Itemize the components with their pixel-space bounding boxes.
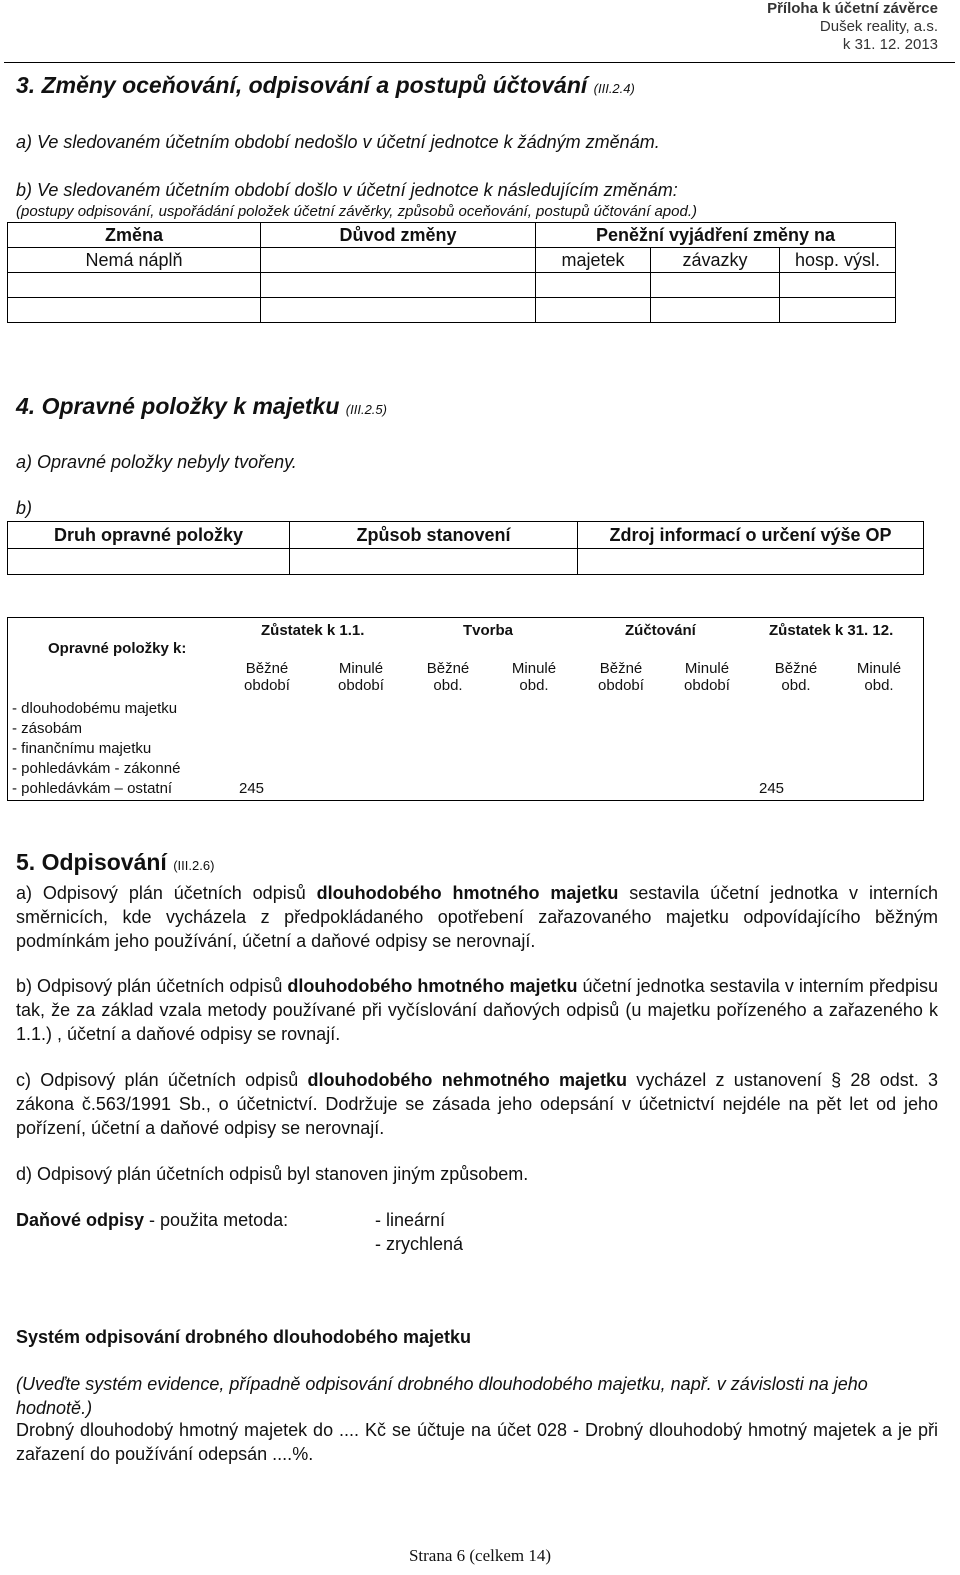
cell-empty [261,273,536,298]
section-5-d: d) Odpisový plán účetních odpisů byl stanoven jiným způsobem. [16,1164,529,1184]
tax-option-accelerated: - zrychlená [375,1234,464,1254]
cell-empty [578,549,924,575]
tax-label: Daňové odpisy [16,1210,145,1230]
section-4-title [16,393,387,420]
cell-empty [536,273,651,298]
section-4-b: b) [16,498,33,518]
text-part: účetní jednotka sestavila v interním předpisu tak, že za základ vzala metody používané při vyčíslování daňových odpisů (u majetku pořízeného a zařazeného k 1.1.) , účetní a daňové odpisy se rovnají. [16,976,938,1044]
group-zustatek-31-12: Zůstatek k 31. 12. [769,622,894,639]
sub-minule-obd: Minulé obd. [856,660,902,694]
row-label: - zásobám [12,720,83,737]
cell-majetek: majetek [536,248,651,273]
section-3-b: b) Ve sledovaném účetním období došlo v účetní jednotce k následujícím změnám: [16,180,678,200]
tax-depreciation [16,1208,288,1232]
section-5-title [16,849,214,876]
text-part: b) Odpisový plán účetních odpisů [16,976,288,996]
cell-hosp-vysl: hosp. výsl. [780,248,896,273]
header-date: k 31. 12. 2013 [842,36,938,53]
row-label: - dlouhodobému majetku [12,700,178,717]
sub-bezne-obdobi: Běžné období [598,660,644,694]
sub-minule-obdobi: Minulé období [684,660,730,694]
sub-minule-obd: Minulé obd. [511,660,557,694]
section-5-heading: 5. Odpisování [16,849,167,875]
table-corner-label: Opravné položky k: [48,640,187,657]
group-tvorba: Tvorba [463,622,514,639]
cell-empty [261,248,536,273]
col-zpusob: Způsob stanovení [290,522,578,549]
header-title: Příloha k účetní závěrce [767,0,938,17]
cell-empty [651,273,780,298]
small-assets-text: Drobný dlouhodobý hmotný majetek do .... Kč se účtuje na účet 028 - Drobný dlouhodobý hmotný majetek a je při zařazení do používání odepsán ....%. [16,1420,938,1464]
row-label: - pohledávkám – ostatní [12,780,173,797]
cell-empty [536,298,651,323]
group-zustatek-1-1: Zůstatek k 1.1. [261,622,365,639]
section-5-a [16,881,938,953]
small-assets-note: (Uveďte systém evidence, případně odpisování drobného dlouhodobého majetku, např. v závislosti na jeho hodnotě.) [16,1374,868,1418]
section-3-b-note: (postupy odpisování, uspořádání položek účetní závěrky, způsobů oceňování, postupů účtování apod.) [16,203,697,220]
cell-empty [290,549,578,575]
row-label: - finančnímu majetku [12,740,152,757]
cell-zavazky: závazky [651,248,780,273]
text-part: a) Odpisový plán účetních odpisů [16,883,317,903]
section-3-heading: 3. Změny oceňování, odpisování a postupů účtování [16,72,588,98]
text-part: vycházel z ustanovení § 28 odst. 3 zákona č.563/1991 Sb., o účetnictví. Dodržuje se zásada jeho odepsání v účetnictví nejdéle na pět let od jeho pořízení, účetní a daňové odpisy se nerovnají. [16,1070,938,1138]
document-header [767,0,938,54]
col-druh: Druh opravné položky [8,522,290,549]
cell-empty [8,549,290,575]
section-4-ref: (III.2.5) [345,402,387,417]
text-emph: dlouhodobého nehmotného majetku [307,1070,627,1090]
header-divider [4,62,955,63]
cell-empty [780,298,896,323]
text-part: sestavila účetní jednotka v interních směrnicích, kde vycházela z předpokládaného opotřebení zařazovaného majetku odpovídajícího běžným podmínkám jeho používání, účetní a daňové odpisy se nerovnají. [16,883,938,951]
text-emph: dlouhodobého hmotného majetku [287,976,578,996]
row-label: - pohledávkám - zákonné [12,760,181,777]
group-zuctovani: Zúčtování [625,622,696,639]
section-3-a: a) Ve sledovaném účetním období nedošlo v účetní jednotce k žádným změnám. [16,132,660,152]
section-3-title [16,72,635,99]
sub-bezne-obdobi: Běžné období [244,660,290,694]
col-zdroj: Zdroj informací o určení výše OP [578,522,924,549]
sub-minule-obdobi: Minulé období [338,660,384,694]
op-kinds-table [7,521,924,575]
sub-bezne-obd: Běžné obd. [426,660,470,694]
small-assets-title: Systém odpisování drobného dlouhodobého majetku [16,1327,472,1347]
page-footer: Strana 6 (celkem 14) [408,1546,552,1565]
header-company: Dušek reality, a.s. [819,18,938,35]
section-3-ref: (III.2.4) [593,81,635,96]
section-5-ref: (III.2.6) [173,858,215,873]
section-5-c [16,1068,938,1140]
section-4-heading: 4. Opravné položky k majetku [16,393,340,419]
cell-empty [651,298,780,323]
col-penezni: Peněžní vyjádření změny na [536,223,896,248]
cell-empty [8,298,261,323]
row-value-zustatek-1-1: 245 [239,780,265,797]
text-part: c) Odpisový plán účetních odpisů [16,1070,308,1090]
cell-empty [780,273,896,298]
changes-table [7,222,896,323]
tax-method-label: - použita metoda: [144,1210,289,1230]
sub-bezne-obd: Běžné obd. [774,660,818,694]
section-4-a: a) Opravné položky nebyly tvořeny. [16,452,297,472]
row-value-zustatek-31-12: 245 [759,780,785,797]
col-zmena: Změna [8,223,261,248]
section-5-b [16,974,938,1046]
col-duvod: Důvod změny [261,223,536,248]
op-balance-table [7,617,924,801]
text-emph: dlouhodobého hmotného majetku [316,883,619,903]
cell-empty [8,273,261,298]
cell-nema-naplm: Nemá náplň [8,248,261,273]
tax-option-linear: - lineární [375,1210,446,1230]
cell-empty [261,298,536,323]
